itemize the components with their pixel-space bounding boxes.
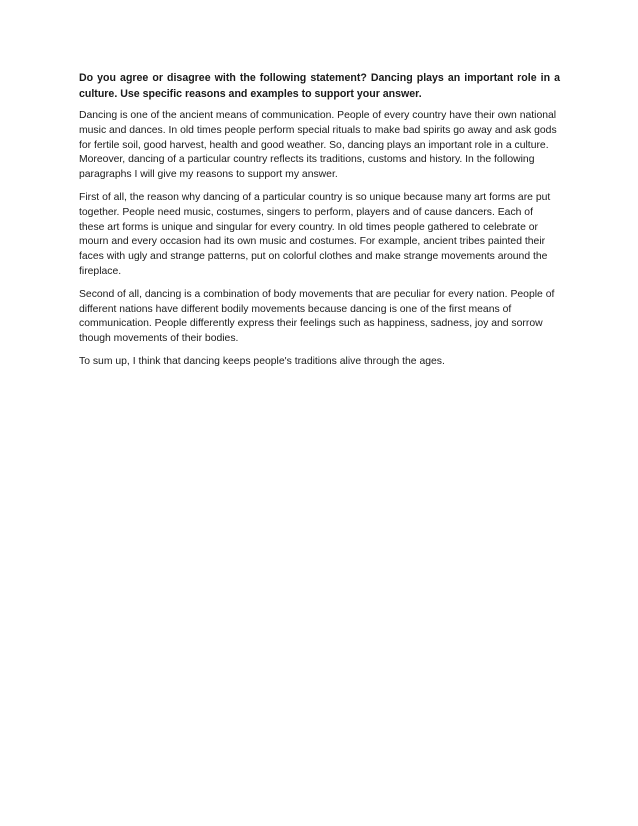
document-page	[79, 70, 560, 378]
paragraph-second-reason: Second of all, dancing is a combination of body movements that are peculiar for every nation. People of different nations have different bodily movements because dancing is one of the first means of communication. People differently express their feelings such as happiness, sadness, joy and sorrow though movements of their bodies.	[79, 288, 555, 345]
paragraph-conclusion: To sum up, I think that dancing keeps people's traditions alive through the ages.	[79, 355, 445, 367]
paragraph-first-reason: First of all, the reason why dancing of a particular country is so unique because many art forms are put together. People need music, costumes, singers to perform, players and of cause dancers. Each of these art forms is unique and singular for every country. In old times people gathered to celebrate or mourn and every occasion had its own music and costumes. For example, ancient tribes painted their faces with ugly and strange patterns, put on colorful clothes and make strange movements around the fireplace.	[79, 191, 551, 277]
essay-prompt: Do you agree or disagree with the following statement? Dancing plays an important role in a culture. Use specific reasons and examples to support your answer.	[79, 72, 560, 100]
paragraph-introduction: Dancing is one of the ancient means of communication. People of every country have their own national music and dances. In old times people perform special rituals to make bad spirits go away and ask gods for fertile soil, good harvest, health and good weather. So, dancing plays an important role in a culture. Moreover, dancing of a particular country reflects its traditions, customs and history. In the following paragraphs I will give my reasons to support my answer.	[79, 110, 557, 181]
